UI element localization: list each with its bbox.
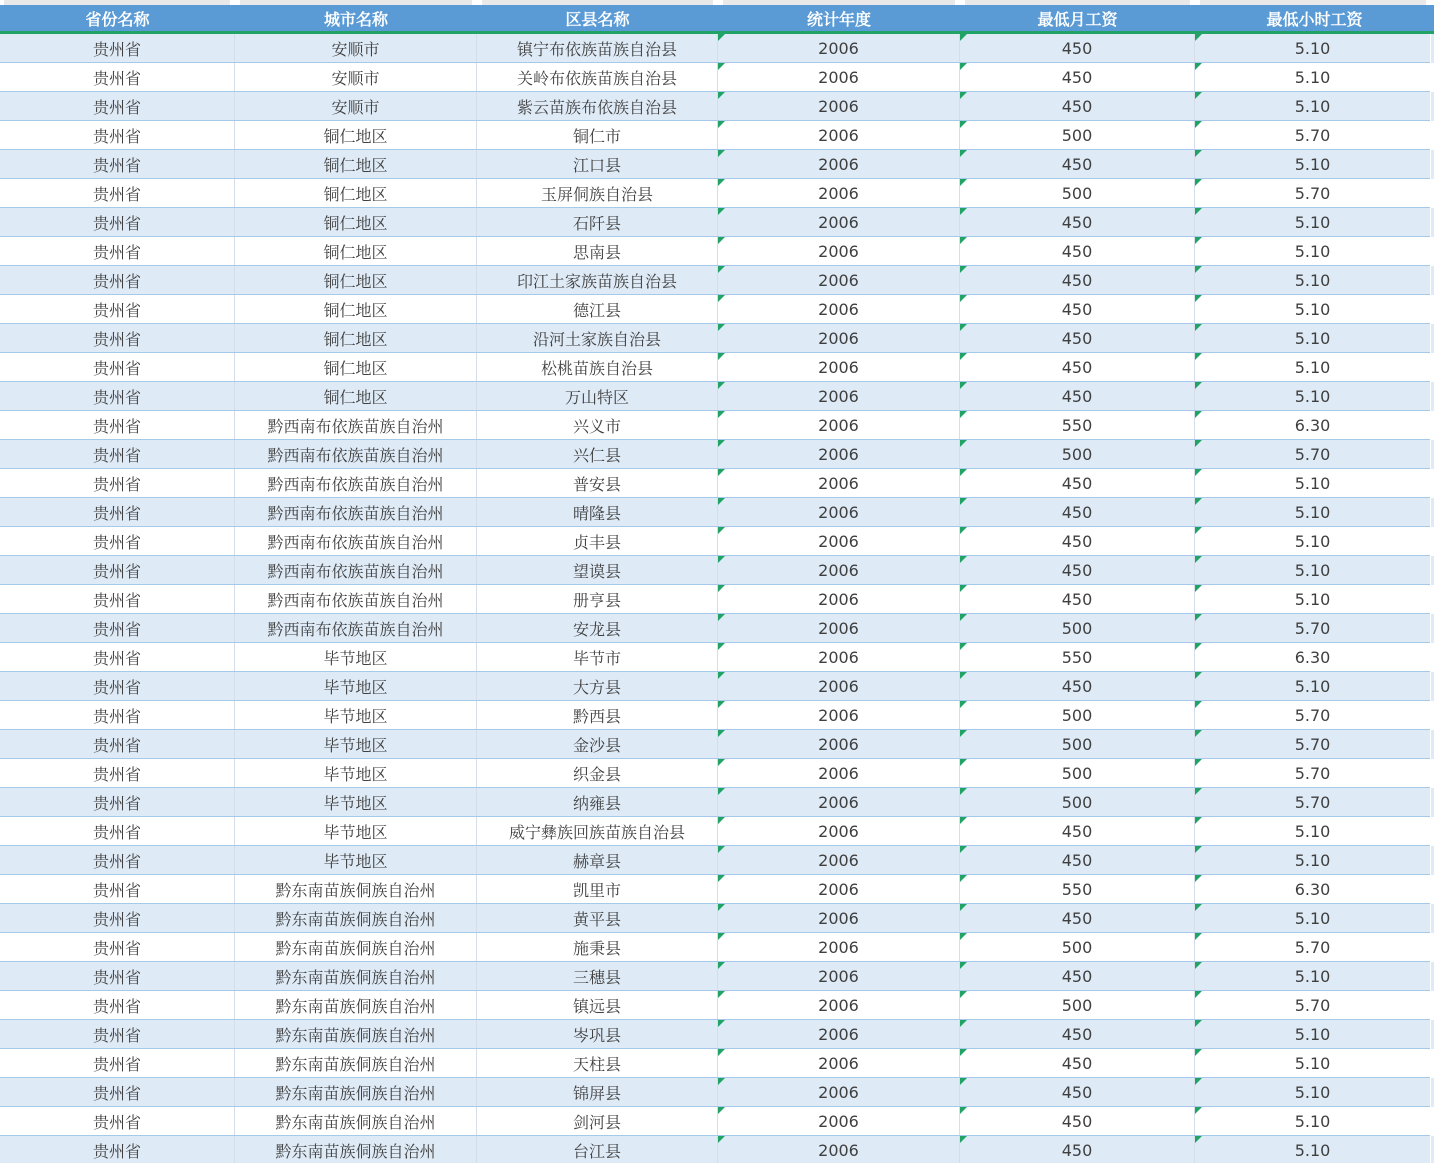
cell[interactable]: 毕节地区 — [235, 643, 477, 671]
cell[interactable]: 黔东南苗族侗族自治州 — [235, 1020, 477, 1048]
table-row — [0, 788, 1430, 817]
table-row — [0, 933, 1430, 962]
table-header-row — [0, 5, 1434, 31]
table-row — [0, 759, 1430, 788]
cell[interactable]: 贵州省 — [0, 498, 235, 526]
cell[interactable]: 5.10 — [1195, 237, 1430, 265]
cell[interactable]: 贵州省 — [0, 556, 235, 584]
cell[interactable]: 毕节地区 — [235, 817, 477, 845]
cell[interactable]: 2006 — [718, 817, 960, 845]
cell[interactable]: 毕节地区 — [235, 672, 477, 700]
cell[interactable]: 2006 — [718, 1020, 960, 1048]
cell[interactable]: 5.70 — [1195, 179, 1430, 207]
cell[interactable]: 贵州省 — [0, 672, 235, 700]
cell[interactable]: 毕节地区 — [235, 788, 477, 816]
column-gap — [0, 0, 4, 5]
cell[interactable]: 镇远县 — [477, 991, 718, 1019]
cell[interactable]: 贵州省 — [0, 817, 235, 845]
cell[interactable]: 5.10 — [1195, 324, 1430, 352]
cell[interactable]: 兴义市 — [477, 411, 718, 439]
cell[interactable]: 2006 — [718, 933, 960, 961]
cell[interactable]: 450 — [960, 556, 1195, 584]
cell[interactable]: 黔东南苗族侗族自治州 — [235, 1107, 477, 1135]
cell[interactable]: 贵州省 — [0, 933, 235, 961]
cell[interactable]: 450 — [960, 527, 1195, 555]
cell[interactable]: 安龙县 — [477, 614, 718, 642]
cell[interactable]: 2006 — [718, 237, 960, 265]
table-row — [0, 527, 1430, 556]
cell[interactable]: 5.10 — [1195, 817, 1430, 845]
cell[interactable]: 450 — [960, 1107, 1195, 1135]
cell[interactable]: 贵州省 — [0, 179, 235, 207]
cell[interactable]: 黔西南布依族苗族自治州 — [235, 411, 477, 439]
table-row — [0, 353, 1430, 382]
cropped-row-strip — [0, 0, 1434, 5]
cell[interactable]: 毕节地区 — [235, 759, 477, 787]
cell[interactable]: 毕节地区 — [235, 846, 477, 874]
cell[interactable]: 锦屏县 — [477, 1078, 718, 1106]
cell[interactable]: 晴隆县 — [477, 498, 718, 526]
cell[interactable]: 450 — [960, 817, 1195, 845]
cell[interactable]: 贵州省 — [0, 788, 235, 816]
cell[interactable]: 5.10 — [1195, 1049, 1430, 1077]
cell[interactable]: 黔东南苗族侗族自治州 — [235, 1078, 477, 1106]
table-row — [0, 875, 1430, 904]
header-city[interactable]: 城市名称 — [323, 9, 388, 29]
table-row — [0, 266, 1430, 295]
cell[interactable]: 铜仁市 — [477, 121, 718, 149]
cell[interactable]: 贵州省 — [0, 701, 235, 729]
table-row — [0, 1136, 1430, 1163]
cell[interactable]: 2006 — [718, 411, 960, 439]
cell[interactable]: 5.10 — [1195, 962, 1430, 990]
cell[interactable]: 450 — [960, 92, 1195, 120]
header-hourly-min-wage[interactable]: 最低小时工资 — [1266, 9, 1363, 29]
cell[interactable]: 贵州省 — [0, 1136, 235, 1163]
cell[interactable]: 500 — [960, 933, 1195, 961]
table-row — [0, 1078, 1430, 1107]
cell[interactable]: 松桃苗族自治县 — [477, 353, 718, 381]
cell[interactable]: 5.10 — [1195, 382, 1430, 410]
cell[interactable]: 铜仁地区 — [235, 179, 477, 207]
cell[interactable]: 2006 — [718, 527, 960, 555]
cell[interactable]: 玉屏侗族自治县 — [477, 179, 718, 207]
cell[interactable]: 500 — [960, 614, 1195, 642]
cell[interactable]: 450 — [960, 382, 1195, 410]
cell[interactable]: 毕节地区 — [235, 701, 477, 729]
cell[interactable]: 台江县 — [477, 1136, 718, 1163]
cell[interactable]: 万山特区 — [477, 382, 718, 410]
cell[interactable]: 5.70 — [1195, 730, 1430, 758]
cell[interactable]: 剑河县 — [477, 1107, 718, 1135]
cell[interactable]: 5.70 — [1195, 121, 1430, 149]
cell[interactable]: 贵州省 — [0, 614, 235, 642]
table-row — [0, 121, 1430, 150]
cell[interactable]: 贵州省 — [0, 150, 235, 178]
cell[interactable]: 450 — [960, 266, 1195, 294]
cell[interactable]: 贵州省 — [0, 34, 235, 62]
cell[interactable]: 纳雍县 — [477, 788, 718, 816]
cell[interactable]: 2006 — [718, 730, 960, 758]
cell[interactable]: 500 — [960, 701, 1195, 729]
cell[interactable]: 450 — [960, 208, 1195, 236]
cell[interactable]: 2006 — [718, 34, 960, 62]
header-monthly-min-wage[interactable]: 最低月工资 — [1037, 9, 1118, 29]
table-row — [0, 991, 1430, 1020]
cell[interactable]: 贵州省 — [0, 353, 235, 381]
cell[interactable]: 2006 — [718, 701, 960, 729]
cell[interactable]: 2006 — [718, 295, 960, 323]
column-gap — [955, 0, 965, 5]
cell[interactable]: 望谟县 — [477, 556, 718, 584]
cell[interactable]: 贵州省 — [0, 1107, 235, 1135]
cell[interactable]: 毕节市 — [477, 643, 718, 671]
table-row — [0, 63, 1430, 92]
cell[interactable]: 沿河土家族自治县 — [477, 324, 718, 352]
cell[interactable]: 贵州省 — [0, 875, 235, 903]
cell[interactable]: 贵州省 — [0, 266, 235, 294]
cell[interactable]: 黔东南苗族侗族自治州 — [235, 1136, 477, 1163]
cell[interactable]: 贵州省 — [0, 527, 235, 555]
cell[interactable]: 2006 — [718, 585, 960, 613]
cell[interactable]: 思南县 — [477, 237, 718, 265]
cell[interactable]: 贵州省 — [0, 121, 235, 149]
cell[interactable]: 铜仁地区 — [235, 353, 477, 381]
cell[interactable]: 贵州省 — [0, 759, 235, 787]
cell[interactable]: 贵州省 — [0, 1078, 235, 1106]
cell[interactable]: 2006 — [718, 904, 960, 932]
cell[interactable]: 450 — [960, 295, 1195, 323]
cell[interactable]: 贵州省 — [0, 382, 235, 410]
cell[interactable]: 黔西南布依族苗族自治州 — [235, 440, 477, 468]
table-row — [0, 34, 1430, 63]
table-row — [0, 150, 1430, 179]
cell[interactable]: 5.10 — [1195, 556, 1430, 584]
cell[interactable]: 450 — [960, 1020, 1195, 1048]
cell[interactable]: 印江土家族苗族自治县 — [477, 266, 718, 294]
cell[interactable]: 2006 — [718, 991, 960, 1019]
cell[interactable]: 550 — [960, 875, 1195, 903]
cell[interactable]: 江口县 — [477, 150, 718, 178]
cell[interactable]: 黔西县 — [477, 701, 718, 729]
cell[interactable]: 贵州省 — [0, 295, 235, 323]
cell[interactable]: 贵州省 — [0, 585, 235, 613]
cell[interactable]: 三穗县 — [477, 962, 718, 990]
cell[interactable]: 450 — [960, 237, 1195, 265]
cell[interactable]: 2006 — [718, 179, 960, 207]
column-gap — [713, 0, 723, 5]
cell[interactable]: 450 — [960, 324, 1195, 352]
cell[interactable]: 铜仁地区 — [235, 208, 477, 236]
cell[interactable]: 5.10 — [1195, 1078, 1430, 1106]
cell[interactable]: 5.10 — [1195, 92, 1430, 120]
cell[interactable]: 天柱县 — [477, 1049, 718, 1077]
table-row — [0, 237, 1430, 266]
cell[interactable]: 2006 — [718, 498, 960, 526]
table-row — [0, 1107, 1430, 1136]
cell[interactable]: 2006 — [718, 382, 960, 410]
table-row — [0, 1020, 1430, 1049]
cell[interactable]: 450 — [960, 585, 1195, 613]
header-province[interactable]: 省份名称 — [85, 9, 150, 29]
header-year[interactable]: 统计年度 — [806, 9, 871, 29]
cell[interactable]: 450 — [960, 150, 1195, 178]
table-row — [0, 469, 1430, 498]
cell[interactable]: 贵州省 — [0, 440, 235, 468]
cell[interactable]: 铜仁地区 — [235, 295, 477, 323]
cell[interactable]: 2006 — [718, 266, 960, 294]
cell[interactable]: 5.10 — [1195, 1020, 1430, 1048]
cell[interactable]: 2006 — [718, 353, 960, 381]
cell[interactable]: 2006 — [718, 875, 960, 903]
table-row — [0, 962, 1430, 991]
table-row — [0, 92, 1430, 121]
cell[interactable]: 毕节地区 — [235, 730, 477, 758]
cell[interactable]: 450 — [960, 34, 1195, 62]
cell[interactable]: 5.10 — [1195, 295, 1430, 323]
cell[interactable]: 550 — [960, 643, 1195, 671]
cell[interactable]: 550 — [960, 411, 1195, 439]
cell[interactable]: 紫云苗族布依族自治县 — [477, 92, 718, 120]
cell[interactable]: 黔东南苗族侗族自治州 — [235, 904, 477, 932]
cell[interactable]: 2006 — [718, 324, 960, 352]
cell[interactable]: 2006 — [718, 846, 960, 874]
cell[interactable]: 5.10 — [1195, 585, 1430, 613]
cell[interactable]: 贵州省 — [0, 1020, 235, 1048]
cell[interactable]: 织金县 — [477, 759, 718, 787]
cell[interactable]: 贵州省 — [0, 1049, 235, 1077]
cell[interactable]: 450 — [960, 1136, 1195, 1163]
cell[interactable]: 500 — [960, 788, 1195, 816]
cell[interactable]: 铜仁地区 — [235, 324, 477, 352]
cell[interactable]: 500 — [960, 179, 1195, 207]
cell[interactable]: 石阡县 — [477, 208, 718, 236]
cell[interactable]: 2006 — [718, 556, 960, 584]
cell[interactable]: 500 — [960, 759, 1195, 787]
table-row — [0, 585, 1430, 614]
cell[interactable]: 贵州省 — [0, 962, 235, 990]
cell[interactable]: 2006 — [718, 672, 960, 700]
cell[interactable]: 5.10 — [1195, 469, 1430, 497]
cell[interactable]: 5.10 — [1195, 208, 1430, 236]
cell[interactable]: 2006 — [718, 1136, 960, 1163]
cell[interactable]: 5.10 — [1195, 266, 1430, 294]
cell[interactable]: 黔东南苗族侗族自治州 — [235, 962, 477, 990]
cell[interactable]: 黔东南苗族侗族自治州 — [235, 1049, 477, 1077]
cell[interactable]: 2006 — [718, 1078, 960, 1106]
cell[interactable]: 贵州省 — [0, 904, 235, 932]
cell[interactable]: 黔西南布依族苗族自治州 — [235, 527, 477, 555]
cell[interactable]: 黔西南布依族苗族自治州 — [235, 469, 477, 497]
cell[interactable]: 岑巩县 — [477, 1020, 718, 1048]
cell[interactable]: 贵州省 — [0, 208, 235, 236]
cell[interactable]: 5.70 — [1195, 701, 1430, 729]
cell[interactable]: 黄平县 — [477, 904, 718, 932]
cell[interactable]: 5.10 — [1195, 672, 1430, 700]
cell[interactable]: 安顺市 — [235, 63, 477, 91]
table-row — [0, 904, 1430, 933]
cell[interactable]: 贞丰县 — [477, 527, 718, 555]
cell[interactable]: 450 — [960, 904, 1195, 932]
cell[interactable]: 赫章县 — [477, 846, 718, 874]
cell[interactable]: 黔西南布依族苗族自治州 — [235, 498, 477, 526]
cell[interactable]: 2006 — [718, 121, 960, 149]
cell[interactable]: 2006 — [718, 962, 960, 990]
cell[interactable]: 6.30 — [1195, 411, 1430, 439]
column-gap — [1190, 0, 1200, 5]
cell[interactable]: 贵州省 — [0, 411, 235, 439]
table-row — [0, 498, 1430, 527]
column-gap — [472, 0, 482, 5]
cell[interactable]: 5.10 — [1195, 904, 1430, 932]
cell[interactable]: 黔东南苗族侗族自治州 — [235, 875, 477, 903]
cell[interactable]: 5.10 — [1195, 150, 1430, 178]
cell[interactable]: 普安县 — [477, 469, 718, 497]
cell[interactable]: 5.10 — [1195, 34, 1430, 62]
cell[interactable]: 2006 — [718, 614, 960, 642]
cell[interactable]: 2006 — [718, 208, 960, 236]
cell[interactable]: 450 — [960, 962, 1195, 990]
table-row — [0, 701, 1430, 730]
cell[interactable]: 2006 — [718, 150, 960, 178]
cell[interactable]: 2006 — [718, 788, 960, 816]
cell[interactable]: 2006 — [718, 440, 960, 468]
cell[interactable]: 500 — [960, 440, 1195, 468]
table-row — [0, 730, 1430, 759]
cell[interactable]: 5.10 — [1195, 498, 1430, 526]
table-row — [0, 324, 1430, 353]
cell[interactable]: 5.70 — [1195, 933, 1430, 961]
header-district[interactable]: 区县名称 — [565, 9, 630, 29]
table-row — [0, 440, 1430, 469]
cell[interactable]: 凯里市 — [477, 875, 718, 903]
cell[interactable]: 2006 — [718, 63, 960, 91]
cell[interactable]: 施秉县 — [477, 933, 718, 961]
column-gap — [1426, 0, 1434, 5]
table-row — [0, 643, 1430, 672]
cell[interactable]: 铜仁地区 — [235, 266, 477, 294]
cell[interactable]: 5.10 — [1195, 63, 1430, 91]
cell[interactable]: 450 — [960, 1049, 1195, 1077]
cell[interactable]: 450 — [960, 672, 1195, 700]
cell[interactable]: 铜仁地区 — [235, 382, 477, 410]
table-body — [0, 34, 1430, 1163]
cell[interactable]: 贵州省 — [0, 991, 235, 1019]
cell[interactable]: 关岭布依族苗族自治县 — [477, 63, 718, 91]
cell[interactable]: 5.70 — [1195, 991, 1430, 1019]
cell[interactable]: 黔西南布依族苗族自治州 — [235, 556, 477, 584]
cell[interactable]: 黔西南布依族苗族自治州 — [235, 614, 477, 642]
cell[interactable]: 黔东南苗族侗族自治州 — [235, 991, 477, 1019]
cell[interactable]: 贵州省 — [0, 846, 235, 874]
cell[interactable]: 6.30 — [1195, 875, 1430, 903]
table-row — [0, 672, 1430, 701]
cell[interactable]: 兴仁县 — [477, 440, 718, 468]
cell[interactable]: 镇宁布依族苗族自治县 — [477, 34, 718, 62]
cell[interactable]: 铜仁地区 — [235, 237, 477, 265]
cell[interactable]: 500 — [960, 121, 1195, 149]
cell[interactable]: 5.70 — [1195, 759, 1430, 787]
cell[interactable]: 2006 — [718, 92, 960, 120]
table-row — [0, 382, 1430, 411]
cell[interactable]: 2006 — [718, 643, 960, 671]
cell[interactable]: 金沙县 — [477, 730, 718, 758]
cell[interactable]: 2006 — [718, 759, 960, 787]
cell[interactable]: 5.70 — [1195, 614, 1430, 642]
cell[interactable]: 5.10 — [1195, 1136, 1430, 1163]
cell[interactable]: 500 — [960, 730, 1195, 758]
cell[interactable]: 5.10 — [1195, 527, 1430, 555]
cell[interactable]: 贵州省 — [0, 730, 235, 758]
cell[interactable]: 贵州省 — [0, 324, 235, 352]
column-gap — [230, 0, 240, 5]
table-row — [0, 179, 1430, 208]
cell[interactable]: 贵州省 — [0, 63, 235, 91]
table-row — [0, 295, 1430, 324]
cell[interactable]: 5.70 — [1195, 440, 1430, 468]
cell[interactable]: 2006 — [718, 1107, 960, 1135]
cell[interactable]: 贵州省 — [0, 469, 235, 497]
cell[interactable]: 450 — [960, 63, 1195, 91]
cell[interactable]: 黔西南布依族苗族自治州 — [235, 585, 477, 613]
table-row — [0, 208, 1430, 237]
cell[interactable]: 铜仁地区 — [235, 121, 477, 149]
cell[interactable]: 德江县 — [477, 295, 718, 323]
cell[interactable]: 册亨县 — [477, 585, 718, 613]
cell[interactable]: 450 — [960, 469, 1195, 497]
table-row — [0, 556, 1430, 585]
table-row — [0, 614, 1430, 643]
cell[interactable]: 安顺市 — [235, 34, 477, 62]
table-row — [0, 1049, 1430, 1078]
cell[interactable]: 贵州省 — [0, 643, 235, 671]
cell[interactable]: 贵州省 — [0, 237, 235, 265]
cell[interactable]: 450 — [960, 1078, 1195, 1106]
cell[interactable]: 450 — [960, 498, 1195, 526]
cell[interactable]: 大方县 — [477, 672, 718, 700]
cell[interactable]: 450 — [960, 353, 1195, 381]
table-row — [0, 411, 1430, 440]
cell[interactable]: 2006 — [718, 469, 960, 497]
cell[interactable]: 安顺市 — [235, 92, 477, 120]
cell[interactable]: 2006 — [718, 1049, 960, 1077]
cell[interactable]: 6.30 — [1195, 643, 1430, 671]
cell[interactable]: 威宁彝族回族苗族自治县 — [477, 817, 718, 845]
cell[interactable]: 铜仁地区 — [235, 150, 477, 178]
cell[interactable]: 5.10 — [1195, 1107, 1430, 1135]
cell[interactable]: 贵州省 — [0, 92, 235, 120]
cell[interactable]: 5.10 — [1195, 846, 1430, 874]
cell[interactable]: 5.70 — [1195, 788, 1430, 816]
table-row — [0, 817, 1430, 846]
cell[interactable]: 500 — [960, 991, 1195, 1019]
cell[interactable]: 黔东南苗族侗族自治州 — [235, 933, 477, 961]
table-row — [0, 846, 1430, 875]
cell[interactable]: 5.10 — [1195, 353, 1430, 381]
cell[interactable]: 450 — [960, 846, 1195, 874]
